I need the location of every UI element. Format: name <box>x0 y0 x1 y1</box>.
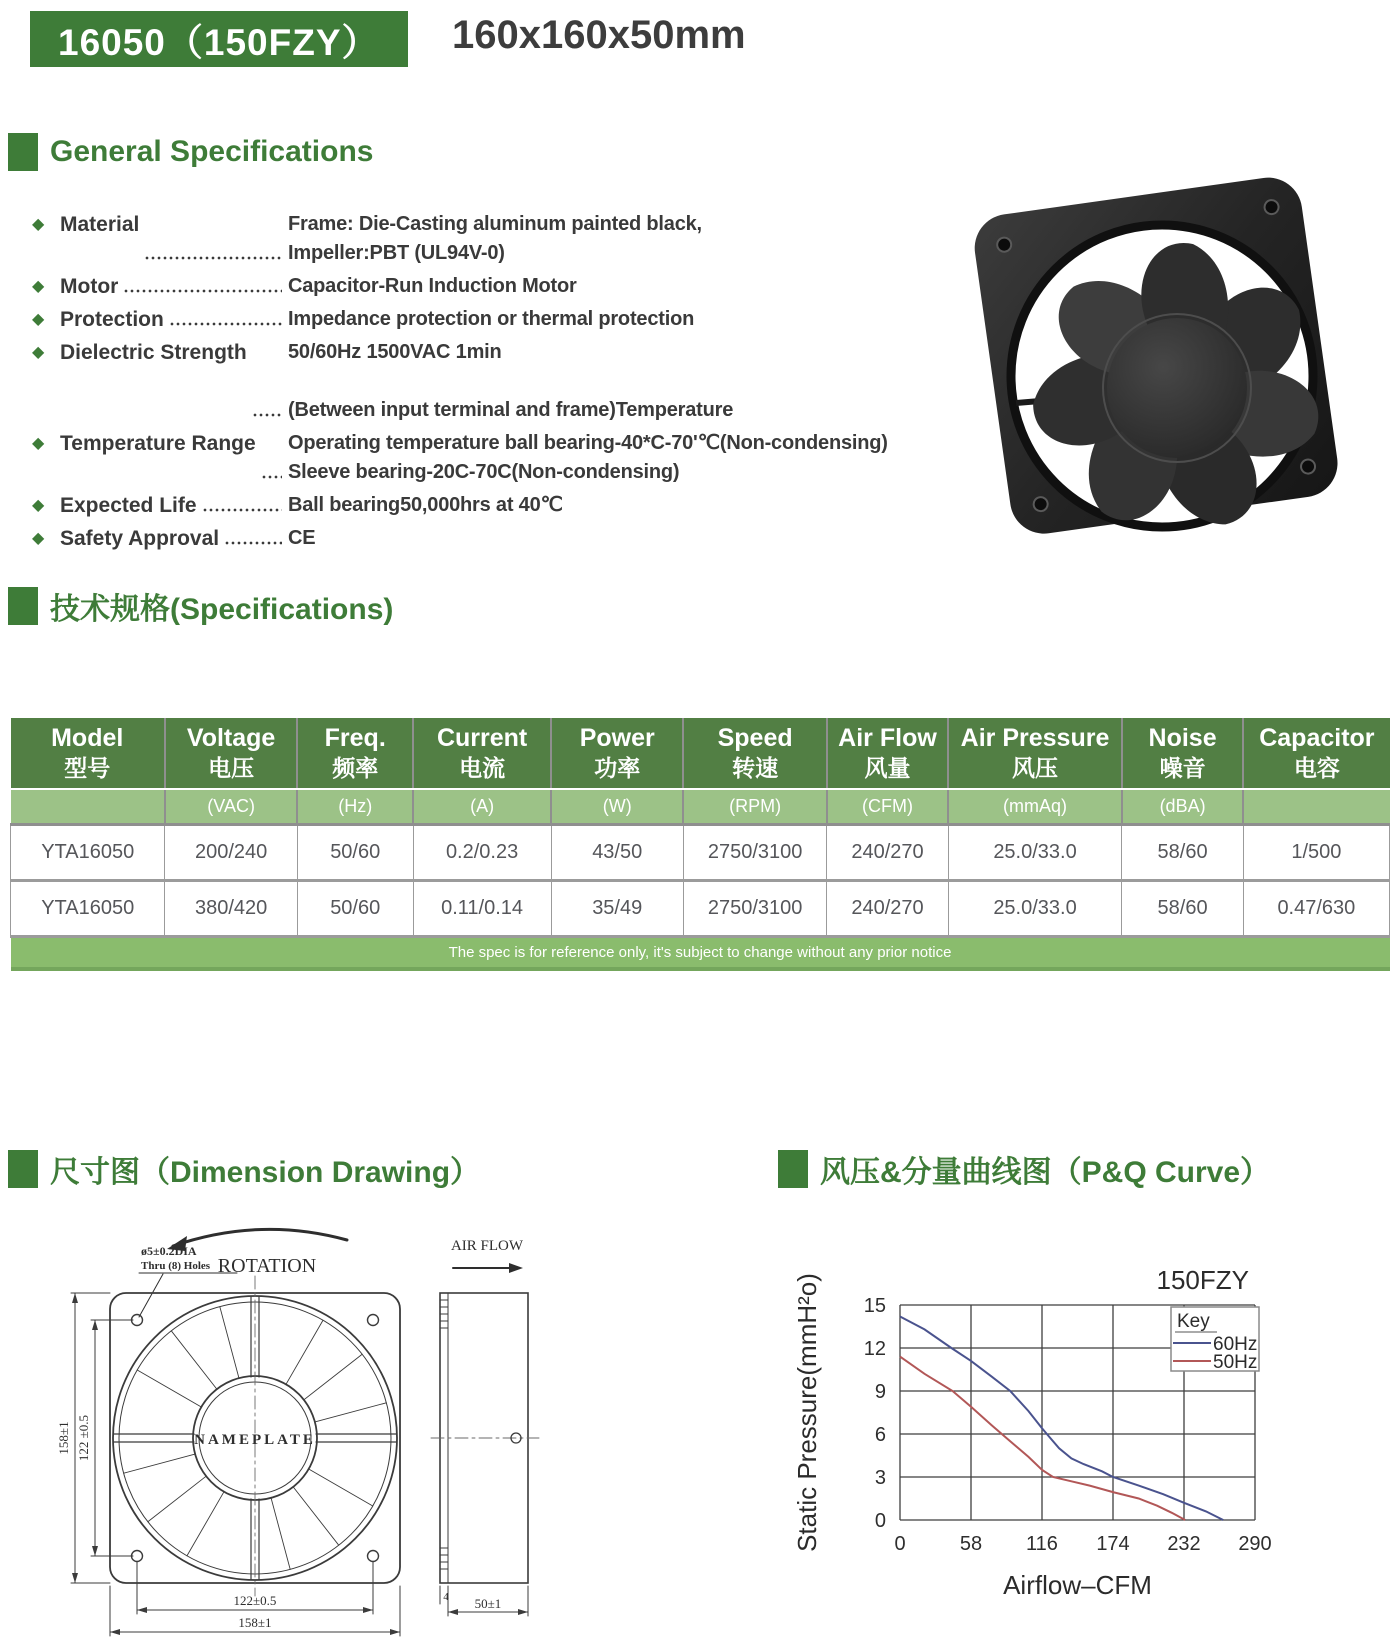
table-cell: 0.47/630 <box>1243 881 1389 937</box>
chart-title: 150FZY <box>1156 1265 1249 1295</box>
mount-hole-icon <box>1264 199 1280 215</box>
table-unit-cell <box>11 789 165 825</box>
x-tick-label: 174 <box>1096 1533 1130 1555</box>
table-cell: 0.2/0.23 <box>413 825 551 881</box>
dotted-leader <box>123 272 282 294</box>
dim-width-label: 158±1 <box>238 1615 272 1630</box>
dimension-drawing <box>55 1218 575 1649</box>
table-unit-cell: (mmAq) <box>948 789 1122 825</box>
section-header-pq <box>778 1147 1270 1191</box>
dim-depth-label: 50±1 <box>474 1596 502 1611</box>
table-note: The spec is for reference only, it's subject to change without any prior notice <box>11 937 1390 970</box>
y-tick-label: 12 <box>863 1338 886 1360</box>
table-cell: 240/270 <box>827 825 948 881</box>
pq-curve-chart <box>790 1235 1400 1649</box>
mount-hole-icon <box>1300 459 1316 475</box>
diamond-bullet-icon: ◆ <box>32 216 45 233</box>
table-cell: 58/60 <box>1122 825 1243 881</box>
model-badge: 16050（150FZY） <box>30 11 408 67</box>
x-tick-label: 116 <box>1026 1533 1058 1555</box>
spec-label: Motor <box>60 275 119 298</box>
fan-hub <box>1107 318 1247 458</box>
table-cell: 2750/3100 <box>683 881 826 937</box>
green-square-icon <box>8 587 38 625</box>
table-row <box>11 881 1390 937</box>
size-label: 160x160x50mm <box>452 13 746 57</box>
y-tick-label: 0 <box>874 1510 886 1532</box>
legend-title: Key <box>1177 1311 1210 1332</box>
dim-hole-v-label: 122 ±0.5 <box>76 1414 91 1462</box>
airflow-label: AIR FLOW <box>450 1238 524 1254</box>
x-tick-label: 58 <box>959 1533 983 1555</box>
table-cell: 35/49 <box>551 881 683 937</box>
y-axis-label: Static Pressure(mmH²o) <box>792 1273 822 1552</box>
x-tick-label: 0 <box>894 1533 906 1555</box>
section-title: General Specifications <box>50 135 374 168</box>
dotted-leader <box>202 491 282 513</box>
table-unit-cell: (A) <box>413 789 551 825</box>
spec-value: Capacitor-Run Induction Motor <box>288 275 577 297</box>
spec-value: Ball bearing50,000hrs at 40℃ <box>288 494 563 516</box>
dotted-leader <box>252 338 282 418</box>
table-unit-cell: (CFM) <box>827 789 948 825</box>
dotted-leader <box>144 210 282 261</box>
hole-note-line2: Thru (8) Holes <box>141 1260 211 1272</box>
spec-table-body <box>11 789 1390 969</box>
fan-photo-svg <box>942 158 1382 568</box>
spec-label: Dielectric Strength <box>60 341 247 364</box>
spec-row <box>32 491 942 520</box>
table-header-cell: Speed 转速 <box>683 718 826 789</box>
legend-label: 60Hz <box>1213 1334 1258 1355</box>
table-header-cell: Voltage 电压 <box>165 718 297 789</box>
table-cell: 380/420 <box>165 881 297 937</box>
spec-row <box>32 272 942 301</box>
table-cell: 58/60 <box>1122 881 1243 937</box>
table-header-cell: Current 电流 <box>413 718 551 789</box>
x-axis-label: Airflow–CFM <box>1003 1570 1152 1600</box>
y-tick-label: 6 <box>874 1424 886 1446</box>
rotation-label: ROTATION <box>217 1255 317 1277</box>
spec-label: Protection <box>60 308 164 331</box>
table-cell: 25.0/33.0 <box>948 881 1122 937</box>
table-cell: 1/500 <box>1243 825 1389 881</box>
fan-product-photo <box>942 158 1382 573</box>
dim-height-label: 158±1 <box>56 1421 71 1455</box>
section-title: 风压&分量曲线图（P&Q Curve） <box>820 1156 1271 1189</box>
green-square-icon <box>8 1150 38 1188</box>
table-cell: 50/60 <box>297 825 413 881</box>
table-unit-cell: (W) <box>551 789 683 825</box>
spec-label: Temperature Range <box>60 432 256 455</box>
table-header-cell: Air Pressure 风压 <box>948 718 1122 789</box>
spec-table <box>10 718 1390 971</box>
spec-value: Impedance protection or thermal protection <box>288 308 695 330</box>
spec-label: Expected Life <box>60 494 197 517</box>
green-square-icon <box>8 133 38 171</box>
general-spec-list <box>32 210 942 557</box>
spec-value: Operating temperature ball bearing-40*C-70'℃(Non-condensing) Sleeve bearing-20C-70C(Non-condensing) <box>288 432 888 483</box>
pq-chart-svg <box>790 1235 1400 1649</box>
spec-row <box>32 524 942 553</box>
table-cell: 0.11/0.14 <box>413 881 551 937</box>
table-row <box>11 825 1390 881</box>
table-cell: 25.0/33.0 <box>948 825 1122 881</box>
nameplate-label: NAMEPLATE <box>194 1432 316 1448</box>
section-header-dimension <box>8 1147 480 1191</box>
spec-row <box>32 305 942 334</box>
diamond-bullet-icon: ◆ <box>32 278 45 295</box>
spec-label: Safety Approval <box>60 527 220 550</box>
table-cell: 200/240 <box>165 825 297 881</box>
section-header-specs <box>8 584 393 628</box>
table-header-cell: Freq. 频率 <box>297 718 413 789</box>
diamond-bullet-icon: ◆ <box>32 435 45 452</box>
dim-flange-label: 4 <box>443 1591 449 1603</box>
x-tick-label: 290 <box>1238 1533 1272 1555</box>
mount-hole-icon <box>996 237 1012 253</box>
y-tick-label: 9 <box>874 1381 886 1403</box>
spec-table-head <box>11 718 1390 789</box>
spec-value: Frame: Die-Casting aluminum painted black, Impeller:PBT (UL94V-0) <box>288 213 702 264</box>
x-tick-label: 232 <box>1167 1533 1201 1555</box>
section-title: 技术规格(Specifications) <box>50 593 394 626</box>
green-square-icon <box>778 1150 808 1188</box>
dim-hole-h-label: 122±0.5 <box>233 1593 277 1608</box>
diamond-bullet-icon: ◆ <box>32 530 45 547</box>
table-cell: 50/60 <box>297 881 413 937</box>
table-header-cell: Air Flow 风量 <box>827 718 948 789</box>
table-unit-cell: (RPM) <box>683 789 826 825</box>
table-cell: 2750/3100 <box>683 825 826 881</box>
table-cell: 240/270 <box>827 881 948 937</box>
table-unit-cell: (Hz) <box>297 789 413 825</box>
spec-row <box>32 210 942 268</box>
spec-row <box>32 429 942 487</box>
y-tick-label: 15 <box>863 1295 886 1317</box>
table-unit-cell <box>1243 789 1389 825</box>
section-header-general <box>8 133 373 171</box>
table-unit-cell: (dBA) <box>1122 789 1243 825</box>
dotted-leader <box>224 524 282 546</box>
spec-value: 50/60Hz 1500VAC 1min (Between input terminal and frame)Temperature <box>288 341 734 421</box>
diamond-bullet-icon: ◆ <box>32 497 45 514</box>
hole-note-line1: ø5±0.2DIA <box>141 1244 197 1258</box>
spec-row <box>32 338 942 425</box>
table-cell: 43/50 <box>551 825 683 881</box>
table-header-cell: Power 功率 <box>551 718 683 789</box>
legend-label: 50Hz <box>1213 1352 1258 1373</box>
table-header-cell: Model 型号 <box>11 718 165 789</box>
dotted-leader <box>169 305 282 327</box>
table-unit-cell: (VAC) <box>165 789 297 825</box>
mount-hole-icon <box>1033 496 1049 512</box>
table-header-cell: Noise 噪音 <box>1122 718 1243 789</box>
airflow-arrowhead-icon <box>509 1263 523 1273</box>
section-title: 尺寸图（Dimension Drawing） <box>50 1156 481 1189</box>
table-header-cell: Capacitor 电容 <box>1243 718 1389 789</box>
spec-value: CE <box>288 527 316 549</box>
spec-label: Material <box>60 213 140 236</box>
table-cell: YTA16050 <box>11 881 165 937</box>
dotted-leader <box>261 429 282 480</box>
y-tick-label: 3 <box>874 1467 886 1489</box>
table-cell: YTA16050 <box>11 825 165 881</box>
dimension-drawing-svg <box>55 1218 575 1648</box>
diamond-bullet-icon: ◆ <box>32 311 45 328</box>
diamond-bullet-icon: ◆ <box>32 344 45 361</box>
